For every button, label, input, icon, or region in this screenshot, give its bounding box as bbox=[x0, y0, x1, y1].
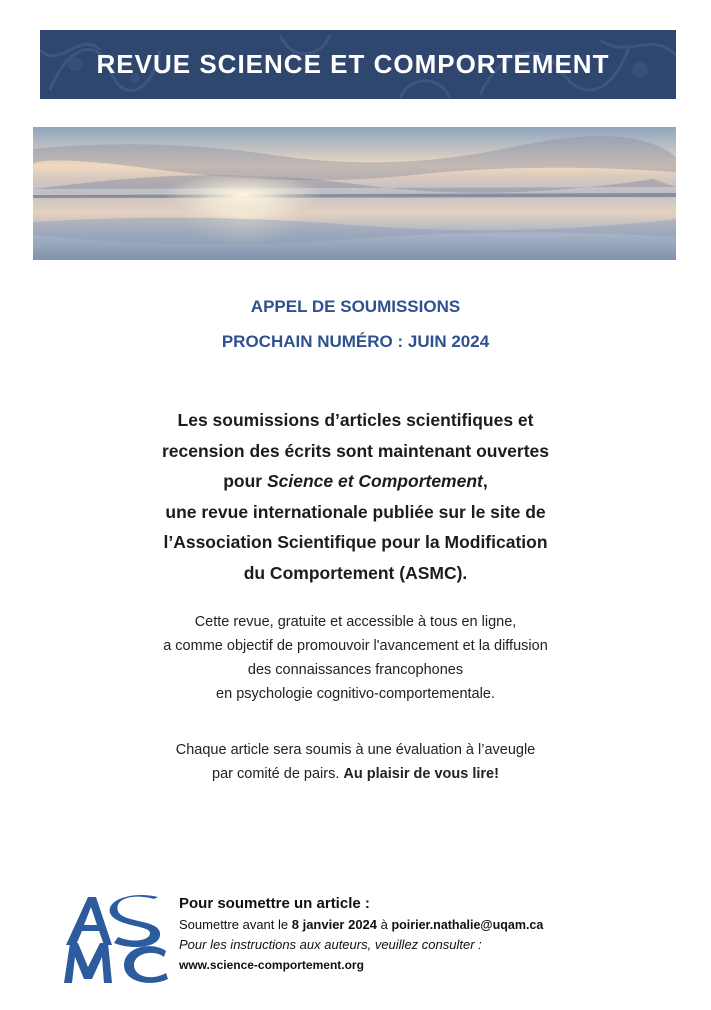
review-paragraph bbox=[60, 738, 651, 786]
instructions-text: Pour les instructions aux auteurs, veuillez consulter : bbox=[179, 937, 482, 952]
review-line: Chaque article sera soumis à une évaluation à l’aveugle bbox=[175, 742, 536, 758]
lead-line: recension des écrits sont maintenant ouvertes bbox=[161, 440, 550, 461]
logo-letter-m bbox=[64, 943, 112, 983]
review-text: par comité de pairs. bbox=[212, 766, 344, 782]
description-paragraph bbox=[60, 610, 651, 706]
deadline-date: 8 janvier 2024 bbox=[291, 917, 378, 932]
logo-letter-s bbox=[110, 895, 160, 947]
submission-email-link[interactable]: poirier.nathalie@uqam.ca bbox=[391, 918, 544, 932]
submission-info bbox=[179, 893, 699, 975]
review-line bbox=[60, 762, 651, 786]
lead-line: Les soumissions d’articles scientifiques et bbox=[177, 410, 534, 430]
logo-letter-a bbox=[66, 897, 112, 945]
logo-letter-c bbox=[124, 946, 168, 983]
next-issue-heading: PROCHAIN NUMÉRO : JUIN 2024 bbox=[221, 332, 490, 351]
asmc-logo bbox=[62, 893, 172, 985]
journal-name: Science et Comportement bbox=[266, 471, 483, 491]
call-for-submissions-heading: APPEL DE SOUMISSIONS bbox=[250, 297, 461, 316]
lead-line: une revue internationale publiée sur le site de bbox=[165, 501, 546, 522]
lead-line bbox=[60, 466, 651, 497]
submission-title: Pour soumettre un article : bbox=[179, 895, 370, 912]
lead-paragraph bbox=[60, 405, 651, 588]
deadline-connector: à bbox=[377, 917, 392, 932]
description-line: en psychologie cognitivo-comportementale. bbox=[216, 686, 495, 702]
lead-line: l’Association Scientifique pour la Modification bbox=[163, 532, 548, 552]
description-line: des connaissances francophones bbox=[247, 662, 464, 678]
lead-text: , bbox=[482, 471, 488, 491]
journal-title: REVUE SCIENCE ET COMPORTEMENT bbox=[96, 49, 610, 79]
lead-text: pour bbox=[223, 471, 267, 491]
header-banner bbox=[40, 30, 676, 99]
lead-line: du Comportement (ASMC). bbox=[243, 562, 468, 583]
deadline-row bbox=[179, 915, 699, 935]
description-line: a comme objectif de promouvoir l'avancement et la diffusion bbox=[163, 638, 548, 654]
closing-remark: Au plaisir de vous lire! bbox=[343, 766, 499, 782]
description-line: Cette revue, gratuite et accessible à tous en ligne, bbox=[194, 614, 517, 630]
lake-sunset-image bbox=[33, 127, 676, 260]
deadline-text: Soumettre avant le bbox=[179, 917, 292, 932]
website-link[interactable]: www.science-comportement.org bbox=[179, 958, 364, 972]
